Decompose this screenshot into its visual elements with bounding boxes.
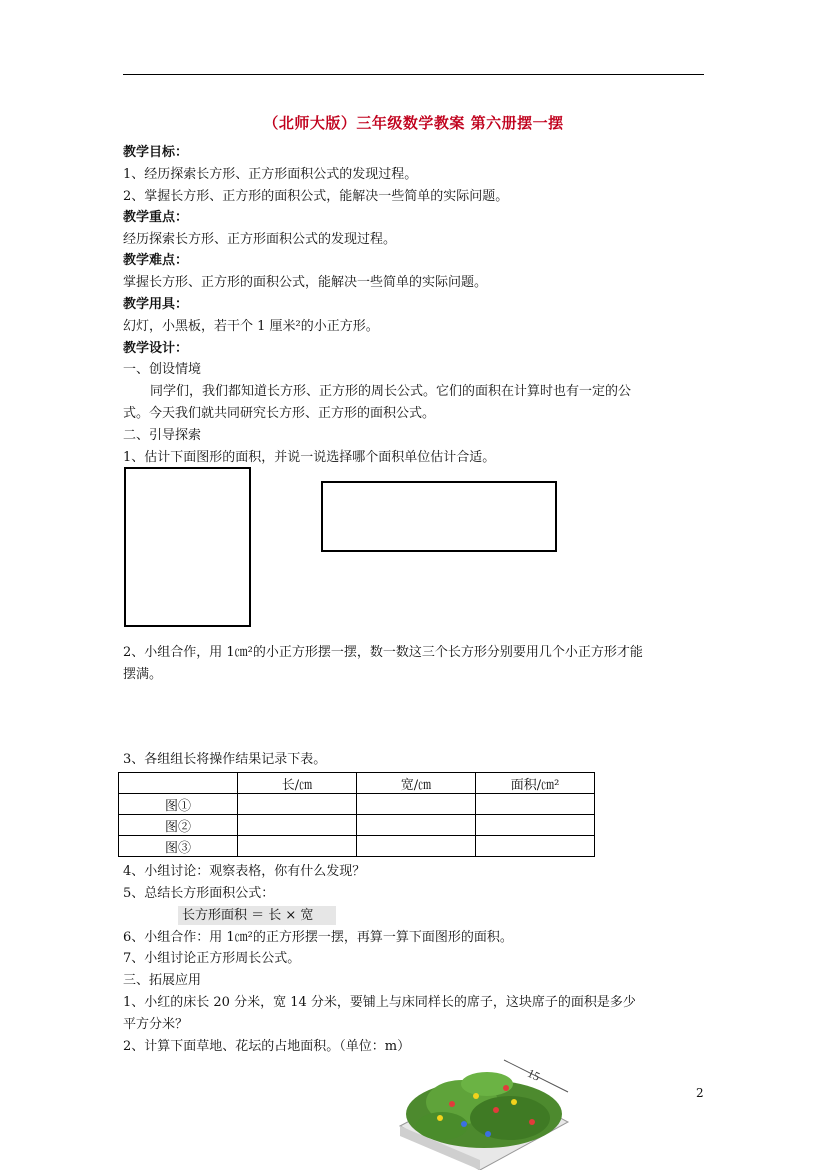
table-header-row xyxy=(119,773,595,794)
table-cell xyxy=(238,794,357,815)
application-2-text: 2、计算下面草地、花坛的占地面积。（单位：m） xyxy=(123,1039,411,1054)
part1-heading: 一、创设情境 xyxy=(123,362,202,377)
table-cell xyxy=(357,836,476,857)
dimension-label: 15 xyxy=(525,1065,543,1084)
key-heading: 教学重点： xyxy=(123,210,189,225)
difficulty-heading: 教学难点： xyxy=(123,253,189,268)
area-formula: 长方形面积 ＝ 长 × 宽 xyxy=(178,906,336,925)
table-header-cell: 宽/㎝ xyxy=(357,773,476,794)
difficulty-text: 掌握长方形、正方形的面积公式，能解决一些简单的实际问题。 xyxy=(123,275,488,290)
table-row-label: 图③ xyxy=(119,836,238,857)
key-text: 经历探索长方形、正方形面积公式的发现过程。 xyxy=(123,232,397,247)
table-cell xyxy=(476,836,595,857)
table-row xyxy=(119,815,595,836)
part2-heading: 二、引导探索 xyxy=(123,428,202,443)
part3-heading: 三、拓展应用 xyxy=(123,973,202,988)
table-cell xyxy=(357,815,476,836)
rectangle-figure-2 xyxy=(321,481,557,552)
table-row xyxy=(119,836,595,857)
goal-heading: 教学目标： xyxy=(123,145,189,160)
step2-text-line1: 2、小组合作，用 1㎝²的小正方形摆一摆，数一数这三个长方形分别要用几个小正方形才能 xyxy=(123,645,643,660)
document-title: （北师大版）三年级数学教案 第六册摆一摆 xyxy=(263,114,564,132)
design-heading: 教学设计： xyxy=(123,341,189,356)
page-number: 2 xyxy=(696,1086,704,1100)
part1-paragraph-line1: 同学们，我们都知道长方形、正方形的周长公式。它们的面积在计算时也有一定的公 xyxy=(150,384,632,399)
step4-text: 4、小组讨论：观察表格，你有什么发现？ xyxy=(123,864,366,879)
table-cell xyxy=(357,794,476,815)
step6-text: 6、小组合作：用 1㎝²的正方形摆一摆，再算一算下面图形的面积。 xyxy=(123,930,513,945)
step1-text: 1、估计下面图形的面积，并说一说选择哪个面积单位估计合适。 xyxy=(123,450,496,465)
step5-text: 5、总结长方形面积公式： xyxy=(123,886,275,901)
application-1-line1: 1、小红的床长 20 分米，宽 14 分米，要铺上与床同样长的席子，这块席子的面积是多少 xyxy=(123,995,636,1010)
table-header-cell xyxy=(119,773,238,794)
application-1-line2: 平方分米？ xyxy=(123,1017,189,1032)
table-cell xyxy=(476,815,595,836)
tools-text: 幻灯，小黑板，若干个 1 厘米²的小正方形。 xyxy=(123,319,379,334)
step3-text: 3、各组组长将操作结果记录下表。 xyxy=(123,752,327,767)
part1-paragraph-line2: 式。今天我们就共同研究长方形、正方形的面积公式。 xyxy=(123,406,436,421)
header-rule xyxy=(123,74,704,75)
table-row-label: 图② xyxy=(119,815,238,836)
goal-item-2: 2、掌握长方形、正方形的面积公式，能解决一些简单的实际问题。 xyxy=(123,189,509,204)
goal-item-1: 1、经历探索长方形、正方形面积公式的发现过程。 xyxy=(123,167,418,182)
table-cell xyxy=(238,836,357,857)
table-row xyxy=(119,794,595,815)
results-table xyxy=(118,772,595,857)
table-header-cell: 面积/㎝² xyxy=(476,773,595,794)
tools-heading: 教学用具： xyxy=(123,297,189,312)
table-row-label: 图① xyxy=(119,794,238,815)
step7-text: 7、小组讨论正方形周长公式。 xyxy=(123,951,301,966)
table-header-cell: 长/㎝ xyxy=(238,773,357,794)
table-cell xyxy=(238,815,357,836)
flowerbed-illustration xyxy=(392,1044,578,1170)
rectangle-figure-1 xyxy=(124,467,251,627)
table-cell xyxy=(476,794,595,815)
step2-text-line2: 摆满。 xyxy=(123,667,163,682)
